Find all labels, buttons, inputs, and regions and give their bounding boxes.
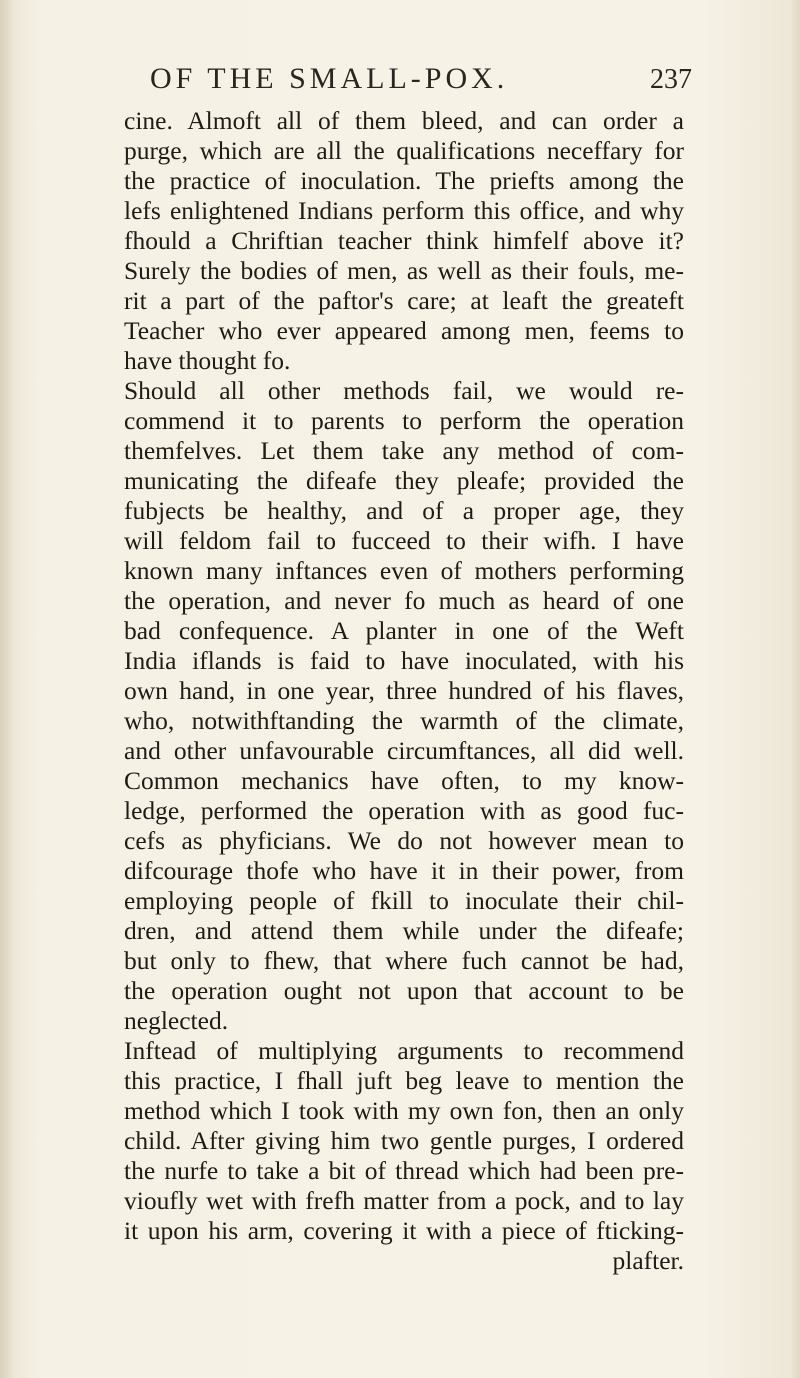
text-line: employing people of fkill to inoculate their chil- — [124, 886, 684, 915]
text-line: Common mechanics have often, to my know- — [124, 766, 684, 795]
text-line: the nurfe to take a bit of thread which had been pre- — [124, 1156, 684, 1185]
text-line: own hand, in one year, three hundred of his flaves, — [124, 676, 684, 705]
page-edge-shadow-right — [790, 0, 800, 1378]
text-line: Teacher who ever appeared among men, feems to — [124, 316, 684, 345]
text-line: who, notwithftanding the warmth of the climate, — [124, 706, 684, 735]
page-number: 237 — [650, 64, 692, 95]
text-line: child. After giving him two gentle purges, I ordered — [124, 1126, 684, 1155]
text-line: difcourage thofe who have it in their power, from — [124, 856, 684, 885]
text-line: purge, which are all the qualifications neceffary for — [124, 136, 684, 165]
text-line: method which I took with my own fon, then an only — [124, 1096, 684, 1125]
text-line: India iflands is faid to have inoculated, with his — [124, 646, 684, 675]
text-line: rit a part of the paftor's care; at leaft the greateft — [124, 286, 684, 315]
text-line: have thought fo. — [124, 346, 291, 375]
text-line: but only to fhew, that where fuch cannot be had, — [124, 946, 684, 975]
text-line: dren, and attend them while under the difeafe; — [124, 916, 684, 945]
text-line: commend it to parents to perform the operation — [124, 406, 684, 435]
running-head: OF THE SMALL-POX. — [150, 62, 509, 95]
text-line: known many inftances even of mothers performing — [124, 556, 684, 585]
text-line: and other unfavourable circumftances, all did well. — [124, 736, 684, 765]
page-header — [0, 62, 800, 102]
text-line: the operation ought not upon that account to be — [124, 976, 684, 1005]
page-edge-shadow-left — [0, 0, 14, 1378]
text-line: municating the difeafe they pleafe; provided the — [124, 466, 684, 495]
text-line: plafter. — [612, 1246, 684, 1275]
text-line: it upon his arm, covering it with a piece of fticking- — [124, 1216, 684, 1245]
text-line: ledge, performed the operation with as good fuc- — [124, 796, 684, 825]
text-line: vioufly wet with frefh matter from a pock, and to lay — [124, 1186, 684, 1215]
text-line: the practice of inoculation. The priefts among the — [124, 166, 684, 195]
text-line: fubjects be healthy, and of a proper age, they — [124, 496, 684, 525]
text-line: will feldom fail to fucceed to their wifh. I have — [124, 526, 684, 555]
text-line: themfelves. Let them take any method of com- — [124, 436, 684, 465]
text-line: Should all other methods fail, we would re- — [124, 376, 684, 405]
text-line: fhould a Chriftian teacher think himfelf above it? — [124, 226, 684, 255]
body-text — [124, 106, 684, 1276]
text-line: neglected. — [124, 1006, 229, 1035]
text-line: the operation, and never fo much as heard of one — [124, 586, 684, 615]
text-line: Inftead of multiplying arguments to recommend — [124, 1036, 684, 1065]
text-line: bad confequence. A planter in one of the Weft — [124, 616, 684, 645]
text-line: cine. Almoft all of them bleed, and can order a — [124, 106, 684, 135]
text-line: this practice, I fhall juft beg leave to mention the — [124, 1066, 684, 1095]
text-line: lefs enlightened Indians perform this office, and why — [124, 196, 684, 225]
text-line: cefs as phyficians. We do not however mean to — [124, 826, 684, 855]
text-line: Surely the bodies of men, as well as their fouls, me- — [124, 256, 684, 285]
